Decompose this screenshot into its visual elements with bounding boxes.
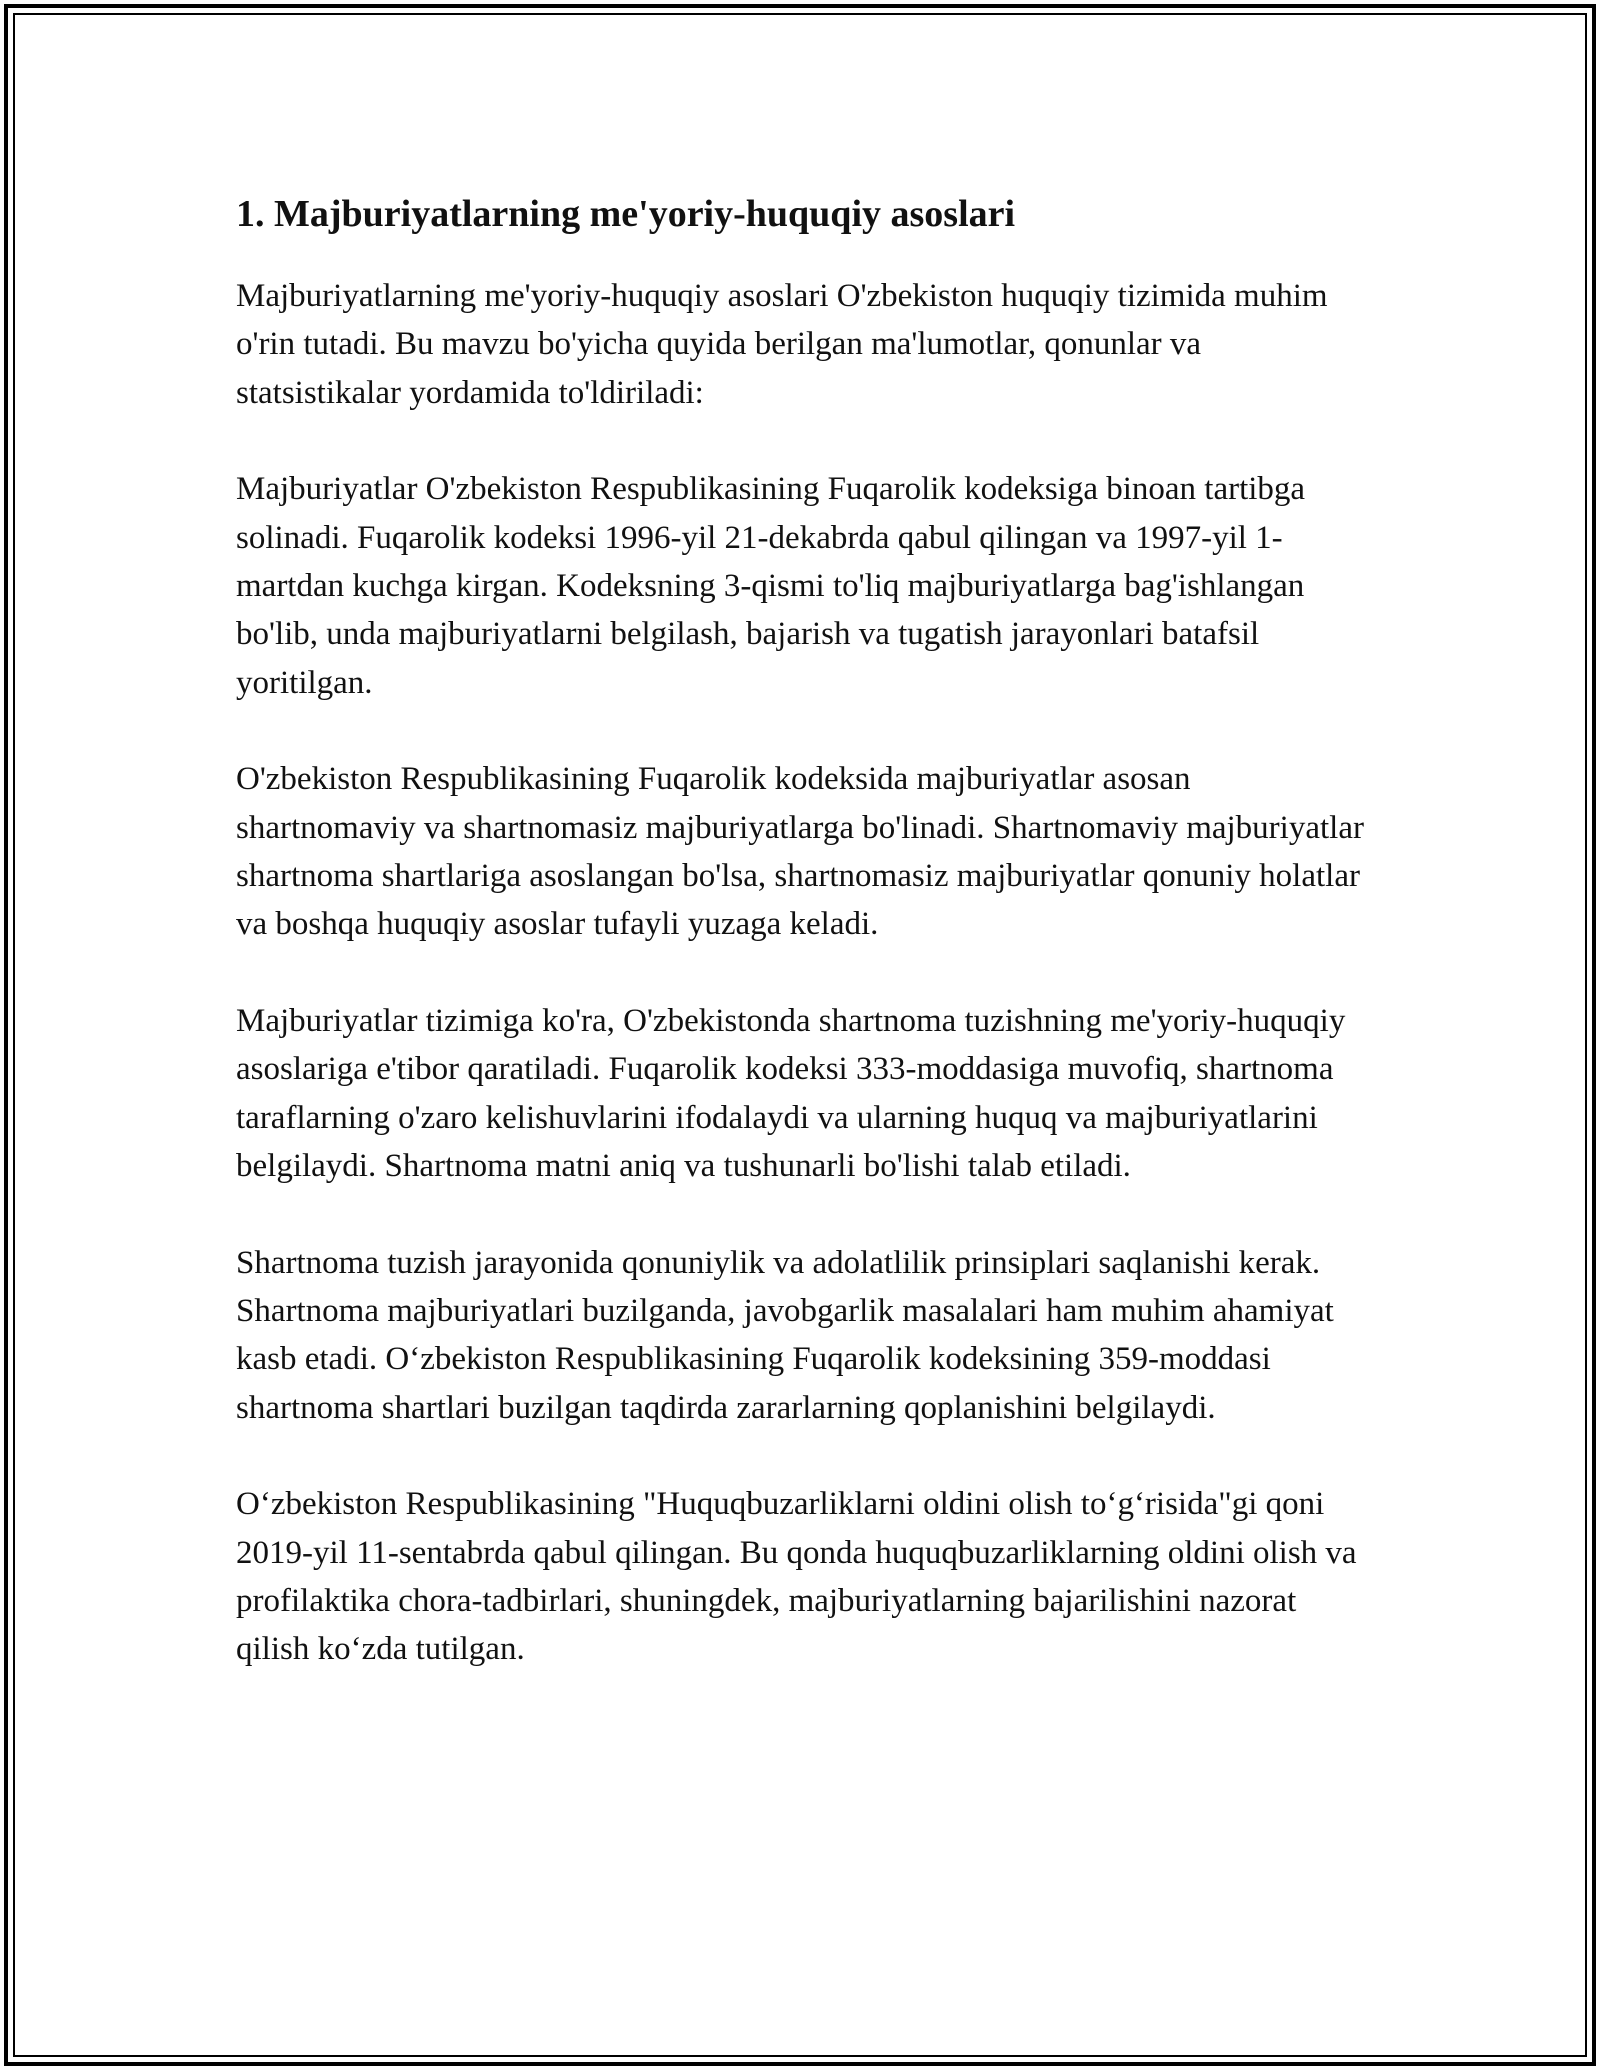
page-title: 1. Majburiyatlarning me'yoriy-huquqiy asoslari — [236, 193, 1016, 235]
paragraph-intro: Majburiyatlarning me'yoriy-huquqiy asoslari O'zbekiston huquqiy tizimida muhim o'rin tutadi. Bu mavzu bo'yicha quyida berilgan ma'lumotlar, qonunlar va statsistikalar yordamida to'ldiriladi: — [236, 278, 1328, 411]
paragraph-contract-basis: Majburiyatlar tizimiga ko'ra, O'zbekistonda shartnoma tuzishning me'yoriy-huquqiy asoslariga e'tibor qaratiladi. Fuqarolik kodeksi 333-moddasiga muvofiq, shartnoma taraflarning o'zaro kelishuvlarini ifodalaydi va ularning huquq va majburiyatlarini belgilaydi. Shartnoma matni aniq va tushunarli bo'lishi talab etiladi. — [236, 1002, 1346, 1185]
paragraph-prevention-law: O‘zbekiston Respublikasining "Huquqbuzarliklarni oldini olish to‘g‘risida"gi qoni 2019-yil 11-sentabrda qabul qilingan. Bu qonda huquqbuzarliklarning oldini olish va profilaktika chora-tadbirlari, shuningdek, majburiyatlarning bajarilishini nazorat qilish ko‘zda tutilgan. — [236, 1486, 1357, 1668]
paragraph-liability: Shartnoma tuzish jarayonida qonuniylik va adolatlilik prinsiplari saqlanishi kerak. Shartnoma majburiyatlari buzilganda, javobgarlik masalalari ham muhim ahamiyat kasb etadi. O‘zbekiston Respublikasining Fuqarolik kodeksining 359-moddasi shartnoma shartlari buzilgan taqdirda zararlarning qoplanishini belgilaydi. — [236, 1244, 1334, 1426]
paragraph-civil-code: Majburiyatlar O'zbekiston Respublikasining Fuqarolik kodeksiga binoan tartibga solinadi. Fuqarolik kodeksi 1996-yil 21-dekabrda qabul qilingan va 1997-yil 1-martdan kuchga kirgan. Kodeksning 3-qismi to'liq majburiyatlarga bag'ishlangan bo'lib, unda majburiyatlarni belgilash, bajarish va tugatish jarayonlari batafsil yoritilgan. — [236, 471, 1306, 701]
paragraph-obligation-types: O'zbekiston Respublikasining Fuqarolik kodeksida majburiyatlar asosan shartnomaviy va shartnomasiz majburiyatlarga bo'linadi. Shartnomaviy majburiyatlar shartnoma shartlariga asoslangan bo'lsa, shartnomasiz majburiyatlar qonuniy holatlar va boshqa huquqiy asoslar tufayli yuzaga keladi. — [236, 761, 1364, 943]
document-body — [236, 186, 1366, 1722]
